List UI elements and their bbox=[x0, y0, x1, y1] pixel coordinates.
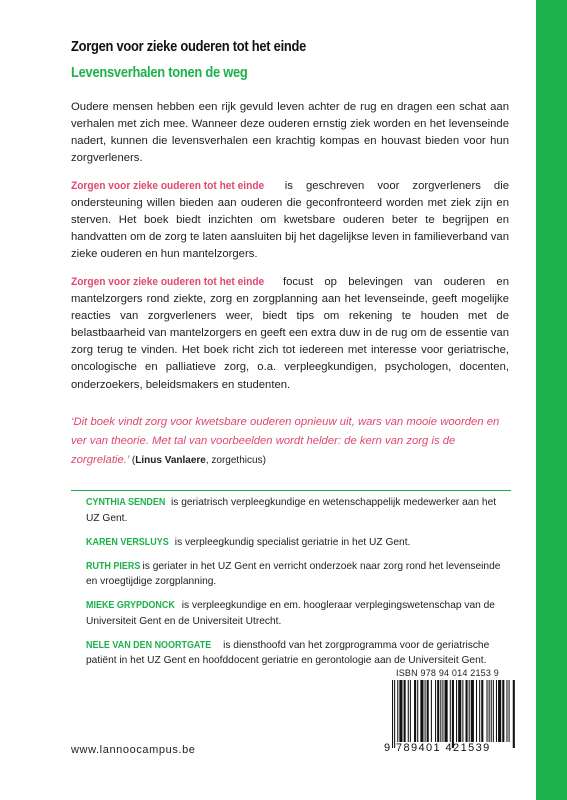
barcode-bar bbox=[471, 680, 474, 742]
barcode-bar bbox=[509, 680, 510, 742]
author-bio bbox=[86, 638, 506, 669]
description-paragraph-2 bbox=[71, 274, 509, 394]
barcode-bar bbox=[456, 680, 457, 742]
author-description: is verpleegkundig specialist geriatrie in het UZ Gent. bbox=[171, 536, 411, 548]
section-divider bbox=[71, 490, 511, 491]
barcode-bar bbox=[437, 680, 439, 742]
author-bio bbox=[86, 495, 506, 526]
barcode-bar bbox=[502, 680, 504, 742]
book-subtitle: Levensverhalen tonen de weg bbox=[71, 64, 248, 81]
barcode-bar bbox=[392, 680, 393, 748]
author-name: KAREN VERSLUYS bbox=[86, 536, 169, 548]
quote-attribution: (Linus Vanlaere, zorgethicus) bbox=[131, 455, 266, 466]
barcode-bar bbox=[506, 680, 507, 742]
barcode-bar bbox=[420, 680, 423, 742]
author-description: is geriater in het UZ Gent en verricht onderzoek naar zorg rond het levenseinde en vroegtijdige zorgplanning. bbox=[86, 560, 501, 587]
author-description: is geriatrisch verpleegkundige en wetenschappelijk medewerker aan het UZ Gent. bbox=[86, 497, 497, 524]
description-paragraph-1 bbox=[71, 178, 509, 263]
barcode-bar bbox=[452, 680, 454, 748]
barcode-bar bbox=[394, 680, 395, 748]
description-text-1: is geschreven voor zorgverleners die ondersteuning willen bieden aan ouderen die geconfronteerd worden met ziek zijn en sterven. Het boek biedt inzichten om kwetsbare ouderen beter te begrijpen en handvatten om de zorg te laten aansluiten bij het dagelijkse leven in familieverband van zieke ouderen en hun mantelzorgers. bbox=[71, 180, 509, 261]
barcode-bar bbox=[431, 680, 432, 742]
quote-author-role: , zorgethicus bbox=[205, 455, 263, 466]
barcode-bar bbox=[469, 680, 470, 742]
inline-book-title: Zorgen voor zieke ouderen tot het einde bbox=[71, 180, 265, 192]
author-name: CYNTHIA SENDEN bbox=[86, 497, 166, 508]
barcode-bar bbox=[491, 680, 492, 742]
intro-paragraph: Oudere mensen hebben een rijk gevuld leven achter de rug en dragen een schat aan verhalen met zich mee. Wanneer deze ouderen ernstig ziek worden en het levenseinde nadert, kunnen die levensverhalen een krachtig kompas en houvast bieden voor hun zorgverleners. bbox=[71, 101, 509, 165]
barcode-bar bbox=[476, 680, 477, 742]
description-text-2: focust op belevingen van ouderen en mantelzorgers rond ziekte, zorg en zorgplanning aan het levenseinde, geeft mogelijke reacties van zorgverleners weer, biedt tips om rekening te houden met de belastbaarheid van mantelzorgers en geeft een extra duw in de rug om de essentie van zorg terug te vinden. Het boek richt zich tot iedereen met interesse voor geriatrische, oncologische en palliatieve zorg, o.a. verpleegkundigen, psychologen, docenten, onderzoekers, beleidsmakers en studenten. bbox=[71, 276, 509, 391]
barcode-bar bbox=[442, 680, 443, 742]
green-spine-bar bbox=[536, 0, 567, 800]
barcode-bar bbox=[462, 680, 463, 742]
review-quote bbox=[71, 413, 511, 470]
barcode-bar bbox=[493, 680, 494, 742]
author-name: RUTH PIERS bbox=[86, 560, 141, 572]
barcode-bar bbox=[417, 680, 418, 742]
barcode-bar bbox=[427, 680, 429, 742]
author-bio bbox=[86, 535, 506, 551]
barcode-bar bbox=[498, 680, 501, 742]
barcode-bar bbox=[458, 680, 461, 742]
author-name: MIEKE GRYPDONCK bbox=[86, 600, 175, 611]
author-description: is diensthoofd van het zorgprogramma voor de geriatrische patiënt in het UZ Gent en hoofddocent geriatrie en gerontologie aan de Universiteit Gent. bbox=[86, 639, 490, 666]
barcode-bar bbox=[450, 680, 451, 742]
quote-author: Linus Vanlaere bbox=[135, 455, 206, 466]
barcode-bar bbox=[440, 680, 441, 742]
barcode-bar bbox=[489, 680, 490, 742]
barcode-bar bbox=[397, 680, 398, 742]
quote-text: ‘Dit boek vindt zorg voor kwetsbare ouderen opnieuw uit, wars van mooie woorden en ver van theorie. Met tal van voorbeelden wordt helder: de kern van zorg is de zorgrelatie.’ bbox=[71, 416, 500, 466]
barcode-bar bbox=[466, 680, 468, 742]
barcode-bar bbox=[445, 680, 448, 742]
barcode-bar bbox=[481, 680, 483, 742]
barcode-bar bbox=[487, 680, 488, 742]
barcode-bar bbox=[408, 680, 409, 742]
isbn-barcode bbox=[390, 680, 516, 748]
barcode-digits: 9 789401 421539 bbox=[384, 742, 491, 754]
barcode-bar bbox=[410, 680, 411, 742]
barcode-bar bbox=[435, 680, 436, 742]
barcode-bar bbox=[425, 680, 426, 742]
barcode-bar bbox=[496, 680, 497, 742]
author-description: is verpleegkundige en em. hoogleraar verplegingswetenschap van de Universiteit Gent en de Universiteit Utrecht. bbox=[86, 600, 495, 627]
barcode-bar bbox=[414, 680, 416, 742]
author-name: NELE VAN DEN NOORTGATE bbox=[86, 639, 212, 651]
book-title: Zorgen voor zieke ouderen tot het einde bbox=[71, 38, 307, 55]
author-bio bbox=[86, 559, 506, 590]
author-bio bbox=[86, 598, 506, 629]
publisher-website: www.lannoocampus.be bbox=[71, 744, 196, 756]
barcode-bar bbox=[479, 680, 480, 742]
author-list bbox=[86, 495, 506, 677]
inline-book-title: Zorgen voor zieke ouderen tot het einde bbox=[71, 276, 265, 288]
isbn-label: ISBN 978 94 014 2153 9 bbox=[396, 668, 499, 678]
barcode-bar bbox=[404, 680, 406, 742]
barcode-bar bbox=[513, 680, 515, 748]
barcode-bar bbox=[399, 680, 402, 742]
